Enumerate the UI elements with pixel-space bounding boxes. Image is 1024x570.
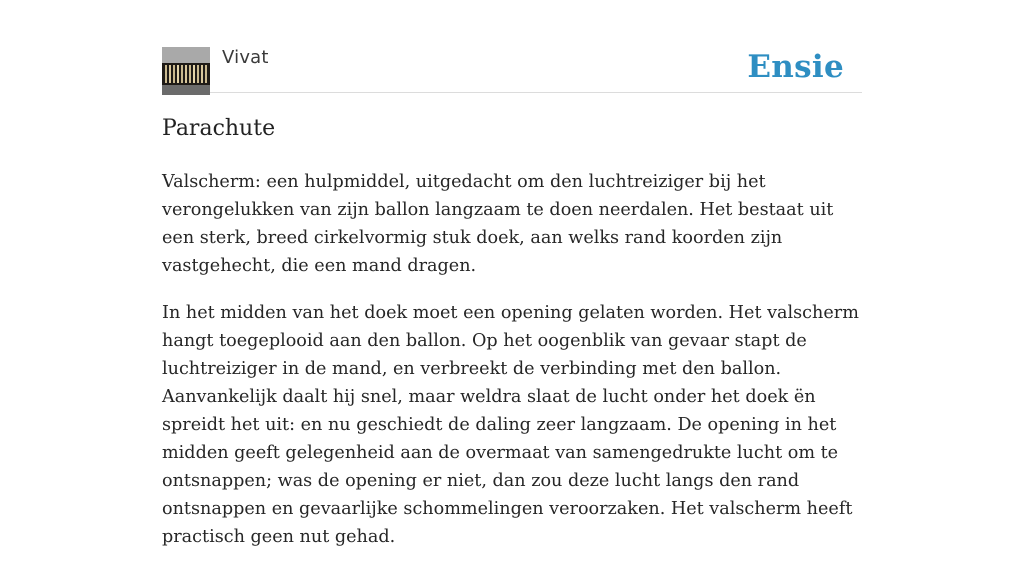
- author-name[interactable]: Vivat: [222, 47, 269, 68]
- article-title: Parachute: [162, 116, 276, 141]
- article-body: [162, 168, 862, 570]
- author-avatar[interactable]: [162, 47, 210, 95]
- article-paragraph: In het midden van het doek moet een opening gelaten worden. Het valscherm hangt toegeplooid aan den ballon. Op het oogenblik van gevaar stapt de luchtreiziger in de mand, en verbreekt de verbinding met den ballon. Aanvankelijk daalt hij snel, maar weldra slaat de lucht onder het doek ën spreidt het uit: en nu geschiedt de daling zeer langzaam. De opening in het midden geeft gelegenheid aan de overmaat van samengedrukte lucht om te ontsnappen; was de opening er niet, dan zou deze lucht langs den rand ontsnappen en gevaarlijke schommelingen veroorzaken. Het valscherm heeft practisch geen nut gehad.: [162, 303, 859, 547]
- page: [162, 0, 862, 547]
- brand-logo[interactable]: Ensie: [747, 49, 844, 85]
- avatar-image: [162, 47, 210, 95]
- article-paragraph: Valscherm: een hulpmiddel, uitgedacht om den luchtreiziger bij het verongelukken van zijn ballon langzaam te doen neerdalen. Het bestaat uit een sterk, breed cirkelvormig stuk doek, aan welks rand koorden zijn vastgehecht, die een mand dragen.: [162, 172, 834, 276]
- page-header: [162, 46, 862, 93]
